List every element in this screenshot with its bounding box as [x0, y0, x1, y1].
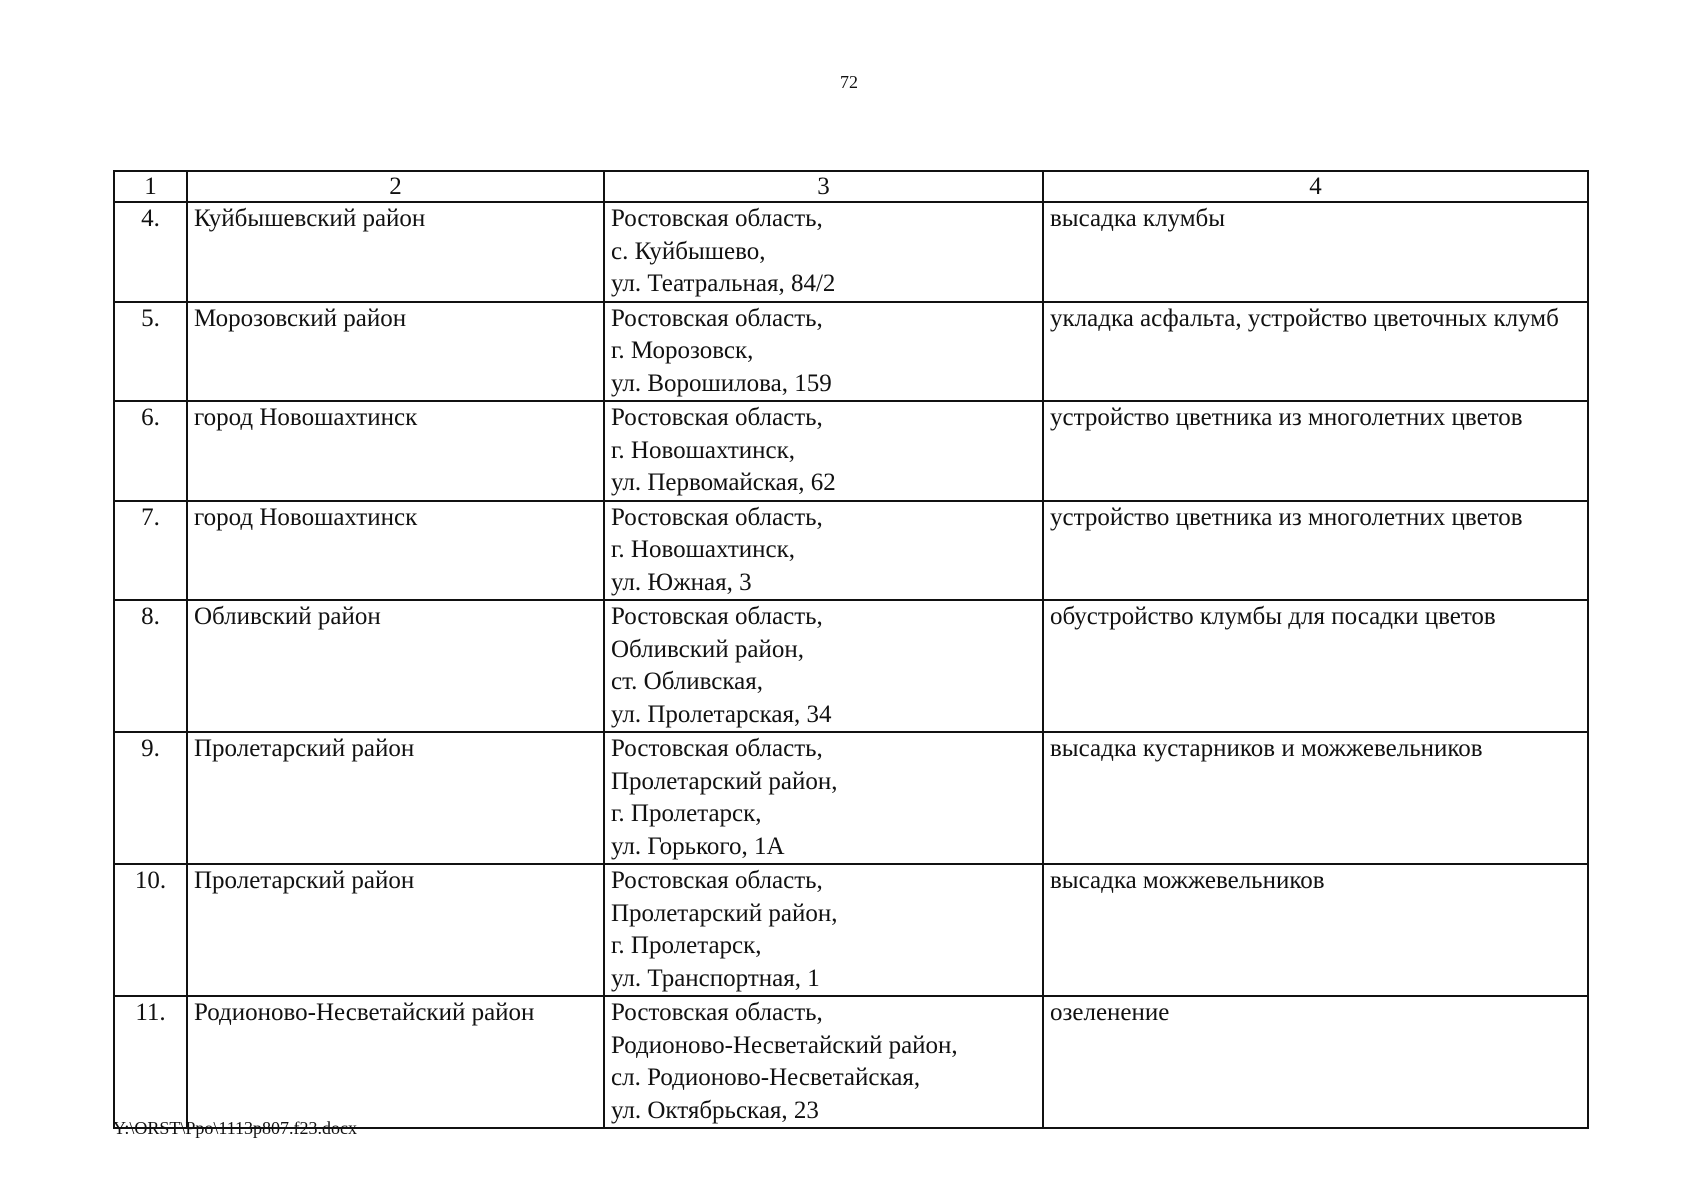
row-number: 7.	[114, 501, 187, 601]
address-cell	[604, 302, 1043, 402]
address-line: г. Морозовск,	[611, 337, 754, 364]
district-cell: Обливский район	[187, 600, 604, 732]
address-line: ул. Пролетарская, 34	[611, 700, 832, 728]
address-line: Пролетарский район,	[611, 767, 838, 795]
address-line: Ростовская область,	[611, 603, 823, 630]
address-line: Ростовская область,	[611, 735, 823, 762]
address-line: г. Пролетарск,	[611, 800, 762, 827]
address-line: ул. Южная, 3	[611, 568, 752, 596]
address-line: ул. Ворошилова, 159	[611, 369, 832, 397]
address-line: Ростовская область,	[611, 503, 823, 531]
address-cell	[604, 202, 1043, 302]
column-number-4: 4	[1043, 171, 1588, 202]
address-line: Ростовская область,	[611, 999, 823, 1026]
address-line: ст. Обливская,	[611, 668, 764, 695]
address-cell	[604, 732, 1043, 864]
work-description-cell: устройство цветника из многолетних цветов	[1043, 501, 1588, 601]
address-line: г. Пролетарск,	[611, 932, 762, 959]
address-line: г. Новошахтинск,	[611, 436, 796, 464]
address-line: Ростовская область,	[611, 867, 823, 894]
district-cell: Морозовский район	[187, 302, 604, 402]
table-row	[114, 202, 1588, 302]
district-cell: Пролетарский район	[187, 732, 604, 864]
column-number-2: 2	[187, 171, 604, 202]
work-description-cell: высадка можжевельников	[1043, 864, 1588, 996]
address-line: Ростовская область,	[611, 404, 823, 431]
district-cell: Пролетарский район	[187, 864, 604, 996]
row-number: 10.	[114, 864, 187, 996]
address-line: Обливский район,	[611, 635, 805, 663]
address-line: Родионово-Несветайский район,	[611, 1031, 958, 1059]
row-number: 11.	[114, 996, 187, 1128]
address-line: Ростовская область,	[611, 205, 823, 232]
work-description-cell: обустройство клумбы для посадки цветов	[1043, 600, 1588, 732]
work-description-cell: высадка кустарников и можжевельников	[1043, 732, 1588, 864]
table-header-row	[114, 171, 1588, 202]
work-description-cell: высадка клумбы	[1043, 202, 1588, 302]
row-number: 9.	[114, 732, 187, 864]
address-line: ул. Октябрьская, 23	[611, 1096, 819, 1124]
district-cell: Родионово-Несветайский район	[187, 996, 604, 1128]
work-description-cell: озеленение	[1043, 996, 1588, 1128]
data-table	[113, 170, 1589, 1129]
row-number: 4.	[114, 202, 187, 302]
address-cell	[604, 501, 1043, 601]
address-line: сл. Родионово-Несветайская,	[611, 1064, 921, 1091]
table-row	[114, 401, 1588, 501]
row-number: 6.	[114, 401, 187, 501]
work-description-cell: укладка асфальта, устройство цветочных клумб	[1043, 302, 1588, 402]
address-line: ул. Театральная, 84/2	[611, 270, 836, 297]
table-row	[114, 501, 1588, 601]
table-row	[114, 864, 1588, 996]
row-number: 5.	[114, 302, 187, 402]
address-line: ул. Транспортная, 1	[611, 964, 820, 992]
district-cell: город Новошахтинск	[187, 401, 604, 501]
district-cell: город Новошахтинск	[187, 501, 604, 601]
address-line: Пролетарский район,	[611, 899, 838, 927]
table-row	[114, 302, 1588, 402]
row-number: 8.	[114, 600, 187, 732]
address-cell	[604, 600, 1043, 732]
table-row	[114, 600, 1588, 732]
address-line: ул. Первомайская, 62	[611, 469, 836, 496]
address-line: ул. Горького, 1А	[611, 832, 785, 860]
work-description-cell: устройство цветника из многолетних цветов	[1043, 401, 1588, 501]
district-cell: Куйбышевский район	[187, 202, 604, 302]
column-number-3: 3	[604, 171, 1043, 202]
address-cell	[604, 996, 1043, 1128]
address-cell	[604, 864, 1043, 996]
address-line: с. Куйбышево,	[611, 237, 766, 265]
address-line: Ростовская область,	[611, 304, 823, 332]
address-line: г. Новошахтинск,	[611, 536, 796, 563]
address-cell	[604, 401, 1043, 501]
table-row	[114, 732, 1588, 864]
table-row	[114, 996, 1588, 1128]
column-number-1: 1	[114, 171, 187, 202]
footer-file-path: Y:\ORST\Ppo\1113p807.f23.docx	[113, 1118, 358, 1138]
page-number: 72	[840, 72, 858, 92]
